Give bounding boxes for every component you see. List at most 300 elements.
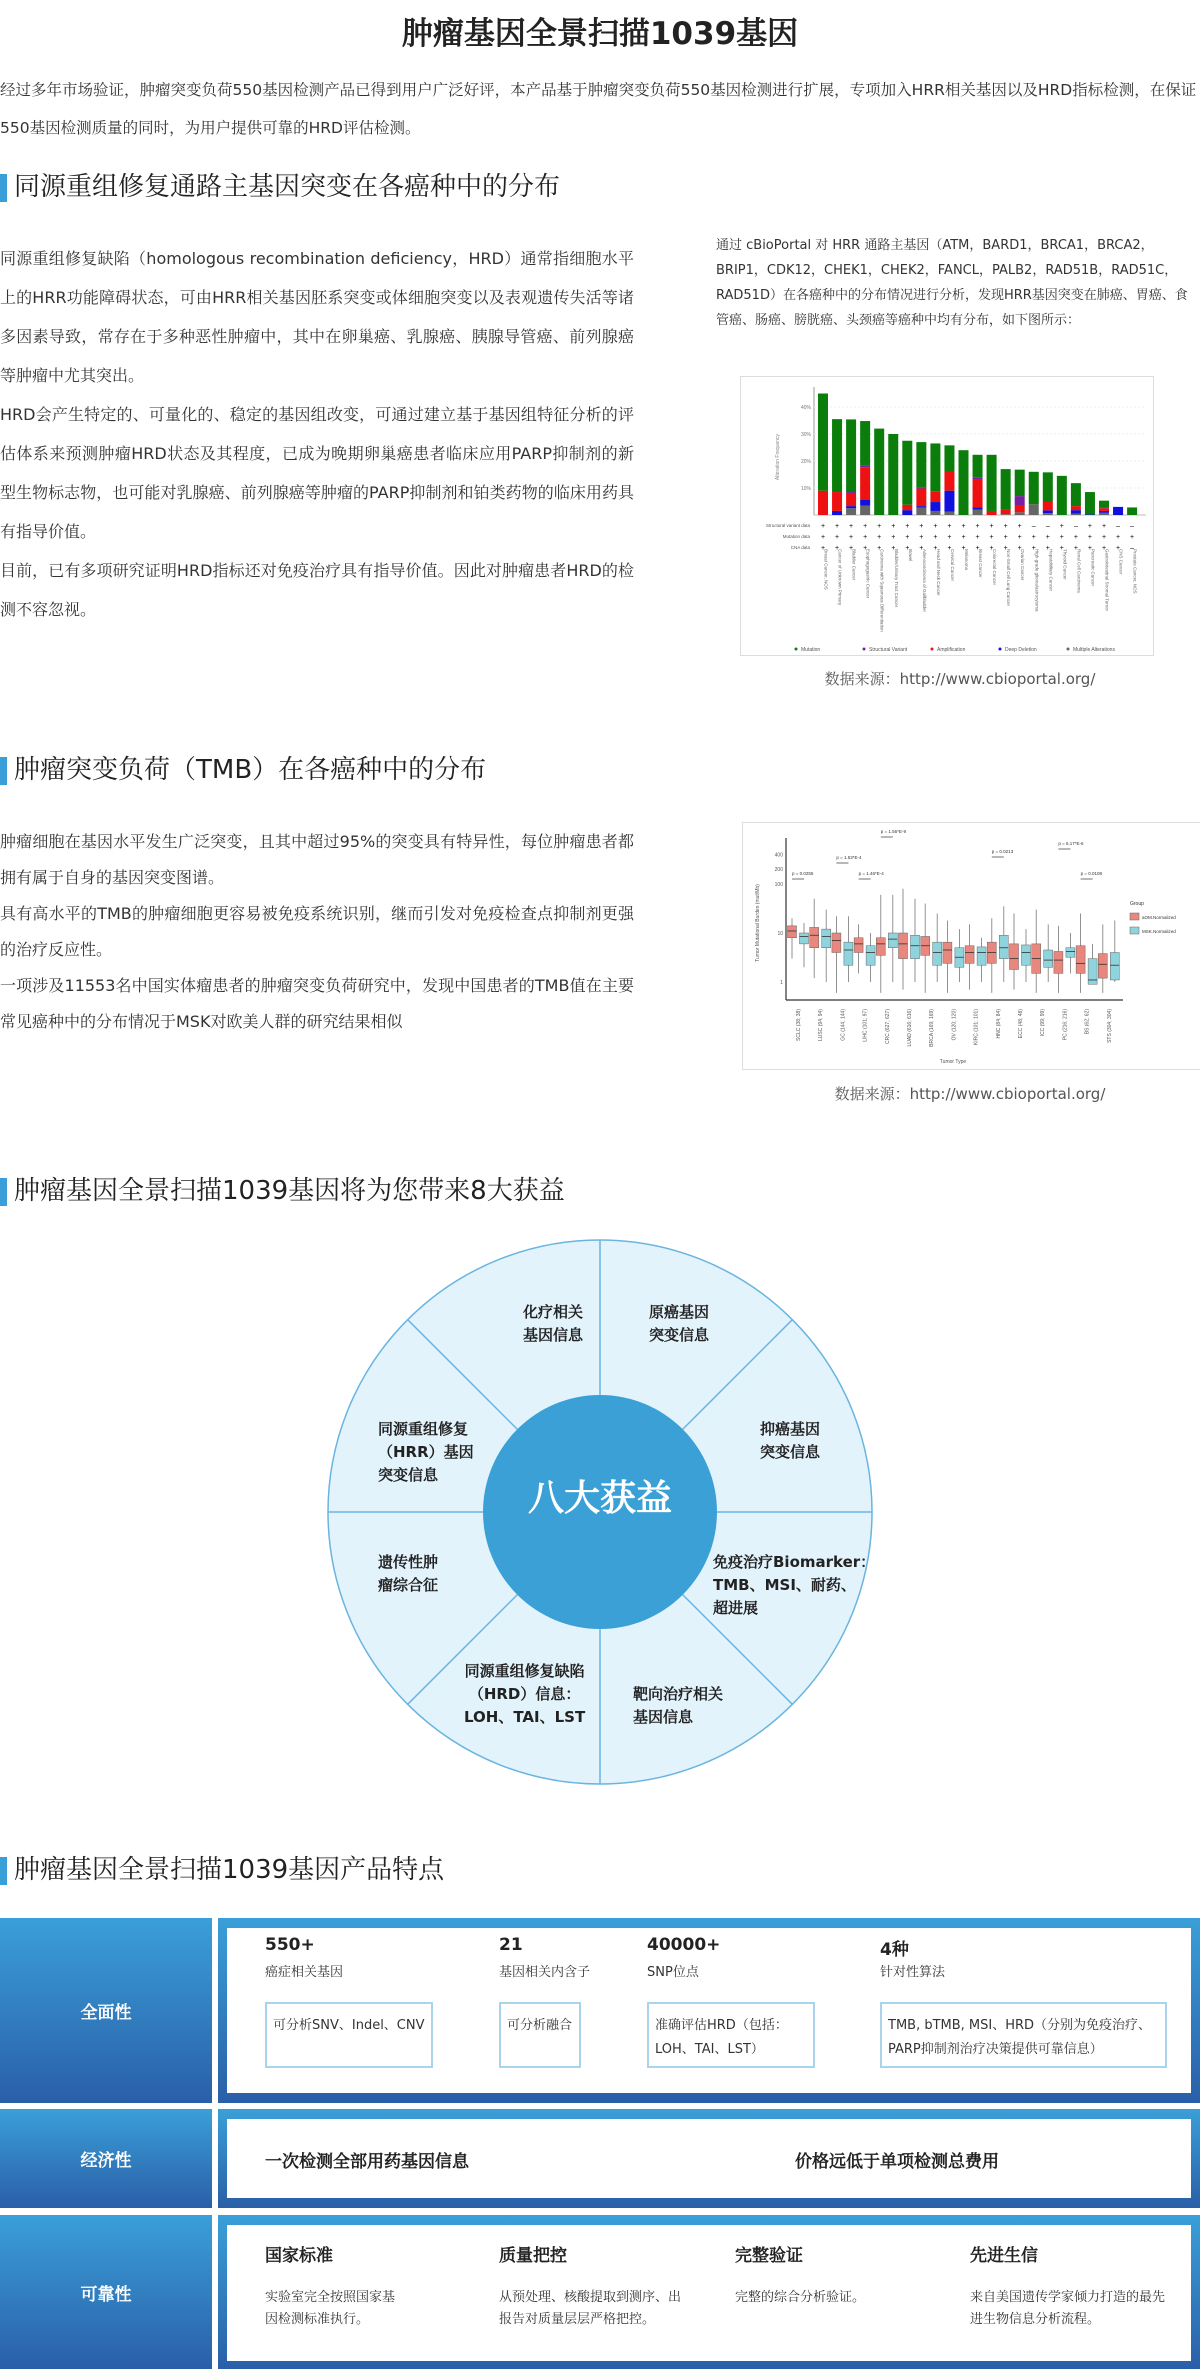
benefit-line: （HRD）信息： <box>468 1685 581 1703</box>
x-tick-label: Head and Neck Cancer <box>935 549 941 596</box>
box-msk <box>1066 948 1075 957</box>
x-tick-label: Thyroid Cancer <box>1062 549 1068 580</box>
data-row-mark: + <box>1073 534 1078 541</box>
section-heading-tmb: 肿瘤突变负荷（TMB）在各癌种中的分布 <box>0 753 486 787</box>
data-row-mark: + <box>1101 545 1107 552</box>
bar-segment-deep_deletion <box>944 491 954 512</box>
legend-dot <box>931 648 934 651</box>
bar-segment-multiple <box>944 512 954 515</box>
data-row-mark: + <box>1101 534 1107 541</box>
data-row-mark: + <box>1017 545 1022 552</box>
paragraph: 同源重组修复缺陷（homologous recombination deficiency，HRD）通常指细胞水平上的HRR功能障碍状态，可由HRR相关基因胚系突变或体细胞突变以及表观遗传失活等诸多因素导致，常存在于多种恶性肿瘤中，其中在卵巢癌、乳腺癌、胰腺导管癌、前列腺癌等肿瘤中尤其突出。 <box>0 249 634 385</box>
data-row-mark: + <box>961 523 966 530</box>
box-aom <box>1010 944 1019 970</box>
data-row-label: Structural variant data <box>765 523 810 528</box>
legend-swatch <box>1130 927 1139 934</box>
data-row-mark: + <box>947 523 952 530</box>
bar-segment-mutation <box>888 434 898 515</box>
data-row-mark: + <box>1059 523 1064 530</box>
data-row-mark: + <box>1073 545 1078 552</box>
x-tick-label: Pancreatic Cancer <box>1090 549 1096 587</box>
bar-segment-amplification <box>860 467 870 499</box>
box-msk <box>1022 945 1031 965</box>
feature-label-comprehensive: 全面性 <box>0 1918 212 2103</box>
benefit-line: 基因信息 <box>523 1326 584 1344</box>
data-row-mark: + <box>835 523 840 530</box>
data-row-mark: + <box>820 523 826 530</box>
bar-segment-multiple <box>1099 513 1109 515</box>
stat-detail-box: 准确评估HRD（包括：LOH、TAI、LST） <box>647 2002 815 2068</box>
x-axis-label: Tumor Type <box>939 1059 967 1065</box>
section-heading-benefits: 肿瘤基因全景扫描1039基因将为您带来8大获益 <box>0 1174 565 1208</box>
x-tick-label: LUSC (94; 94) <box>818 1009 825 1041</box>
feature-card <box>227 2119 1191 2198</box>
benefit-hrd <box>464 1660 585 1729</box>
x-tick-label: Bladder Cancer <box>851 549 857 581</box>
reliability-title: 国家标准 <box>265 2246 333 2266</box>
reliability-title: 先进生信 <box>970 2246 1038 2266</box>
data-row-mark: + <box>933 523 938 530</box>
benefit-immunotherapy <box>713 1551 875 1620</box>
bar-segment-amplification <box>846 494 856 506</box>
x-tick-label: OV (120; 120) <box>951 1009 958 1041</box>
reliability-title: 完整验证 <box>735 2246 803 2266</box>
data-row-mark: + <box>849 534 854 541</box>
data-row-mark: + <box>1059 545 1064 552</box>
bar-segment-mutation <box>846 419 856 492</box>
box-aom <box>1098 954 1107 979</box>
x-tick-label: Carcinoma with Squamous Differentiation <box>879 549 885 632</box>
box-msk <box>844 942 853 965</box>
y-tick-label: 40% <box>800 405 811 411</box>
benefit-line: 免疫治疗Biomarker： <box>713 1553 876 1571</box>
data-row-mark: + <box>877 545 882 552</box>
hrr-analysis-text: 通过 cBioPortal 对 HRR 通路主基因（ATM，BARD1，BRCA1，BRCA2，BRIP1，CDK12，CHEK1，CHEK2，FANCL，PALB2，RAD51B，RAD51C，RAD51D）在各癌种中的分布情况进行分析，发现HRR基因突变在肺癌、胃癌、食管癌、肠癌、膀胱癌、头颈癌等癌种中均有分布，如下图所示： <box>716 238 1188 328</box>
bar-segment-mutation <box>1057 476 1067 515</box>
bar-segment-mutation <box>930 443 940 491</box>
bar-segment-mutation <box>944 445 954 471</box>
box-msk <box>977 947 986 965</box>
hrr-alteration-chart-svg <box>741 377 1153 655</box>
bar-segment-amplification <box>832 492 842 511</box>
data-row-mark: + <box>891 523 896 530</box>
legend-dot <box>795 648 798 651</box>
x-tick-label: Non-Small Cell Lung Cancer <box>1006 549 1012 607</box>
box-msk <box>1044 950 1053 967</box>
data-row-mark: + <box>947 534 952 541</box>
legend-dot <box>999 648 1002 651</box>
bar-segment-amplification <box>944 471 954 491</box>
data-row-mark: + <box>891 534 896 541</box>
data-row-mark: – <box>1031 523 1036 530</box>
feature-row-reliability <box>218 2215 1200 2369</box>
benefit-line: 抑癌基因 <box>760 1420 821 1438</box>
bar-segment-mutation <box>1099 501 1109 508</box>
data-row-mark: + <box>863 523 868 530</box>
legend-label: Deep Deletion <box>1005 647 1037 653</box>
hrr-alteration-chart <box>740 376 1154 656</box>
reliability-title: 质量把控 <box>499 2246 567 2266</box>
data-row-mark: + <box>1045 545 1050 552</box>
y-tick-label: 30% <box>800 432 811 438</box>
p-value-label: p = 1.55*E-9 <box>880 829 906 834</box>
data-row-mark: + <box>989 523 994 530</box>
data-row-mark: + <box>989 534 994 541</box>
bar-segment-deep_deletion <box>902 510 912 515</box>
data-row-mark: + <box>961 534 966 541</box>
bar-segment-multiple <box>1029 504 1039 515</box>
x-tick-label: KIRC (101; 101) <box>973 1009 980 1046</box>
x-tick-label: ECC (48; 48) <box>1018 1009 1024 1039</box>
data-row-mark: + <box>891 545 896 552</box>
data-row-mark: + <box>975 534 980 541</box>
bar-segment-multiple <box>1043 513 1053 515</box>
benefit-line: 靶向治疗相关 <box>633 1685 724 1703</box>
y-tick-label: 10% <box>800 486 811 492</box>
data-row-mark: + <box>1017 534 1022 541</box>
data-row-mark: + <box>877 523 882 530</box>
section-heading-hrr: 同源重组修复通路主基因突变在各癌种中的分布 <box>0 170 560 204</box>
y-axis-label: Alteration Frequency <box>775 433 781 481</box>
stat-detail-box: 可分析SNV、Indel、CNV <box>265 2002 433 2068</box>
data-row-mark: + <box>961 545 966 552</box>
data-row-mark: + <box>975 523 980 530</box>
bar-segment-structural_variant <box>916 487 926 488</box>
p-value-label: p = 0.0255 <box>792 871 814 876</box>
bar-segment-mutation <box>1071 483 1081 506</box>
x-tick-label: High-grade glioma/astrocytoma <box>1034 549 1040 612</box>
y-tick-label: 100 <box>774 882 783 888</box>
page-title: 肿瘤基因全景扫描1039基因 <box>401 16 799 52</box>
paragraph: 肿瘤细胞在基因水平发生广泛突变，且其中超过95%的突变具有特异性，每位肿瘤患者都拥有属于自身的基因突变图谱。 <box>0 832 634 887</box>
data-row-mark: + <box>919 545 924 552</box>
x-tick-label: Adenocarcinoma of Gallbladder <box>921 549 927 613</box>
bar-segment-deep_deletion <box>1071 510 1081 514</box>
x-tick-label: PC (216; 216) <box>1062 1009 1069 1041</box>
stat-number: 40000+ <box>647 1935 721 1955</box>
box-msk <box>822 929 831 948</box>
stat-number: 4种 <box>880 1940 909 1960</box>
bar-segment-amplification <box>1043 502 1053 511</box>
economy-point: 一次检测全部用药基因信息 <box>265 2152 469 2172</box>
benefit-hrr <box>378 1418 474 1487</box>
p-value-label: p = 0.0213 <box>991 849 1014 854</box>
bar-segment-amplification <box>818 491 828 515</box>
data-row-mark: + <box>835 534 840 541</box>
data-row-mark: + <box>933 534 938 541</box>
paragraph: 一项涉及11553名中国实体瘤患者的肿瘤突变负荷研究中，发现中国患者的TMB值在主要常见癌种中的分布情况于MSK对欧美人群的研究结果相似 <box>0 976 634 1031</box>
data-row-mark: – <box>1116 523 1121 530</box>
x-tick-label: Bowel <box>907 549 913 562</box>
bar-segment-mutation <box>1029 472 1039 504</box>
bar-segment-multiple <box>1001 514 1011 515</box>
bar-segment-mutation <box>916 442 926 487</box>
bar-segment-amplification <box>987 511 997 515</box>
data-row-mark: + <box>947 545 952 552</box>
box-msk <box>933 942 942 965</box>
bar-segment-multiple <box>916 507 926 515</box>
benefit-targeted <box>633 1683 723 1729</box>
y-tick-label: 200 <box>774 867 783 874</box>
bar-segment-amplification <box>1099 508 1109 511</box>
chart-source-caption: 数据来源：http://www.cbioportal.org/ <box>834 1085 1106 1103</box>
data-row-mark: + <box>820 534 826 541</box>
benefit-line: 同源重组修复 <box>378 1420 469 1438</box>
benefit-line: LOH、TAI、LST <box>464 1708 586 1726</box>
x-tick-label: Bladder/Urinary Tract Cancer <box>893 549 899 608</box>
data-row-mark: + <box>1059 534 1064 541</box>
box-aom <box>788 926 797 938</box>
data-row-mark: + <box>1130 534 1135 541</box>
x-tick-label: Ovarian Cancer <box>1020 549 1026 581</box>
data-row-mark: + <box>863 534 868 541</box>
legend-swatch <box>1130 913 1139 920</box>
bar-segment-mutation <box>1043 472 1053 501</box>
box-msk <box>800 933 809 944</box>
x-tick-label: Prostate Cancer, NOS <box>1132 549 1138 594</box>
x-tick-label: SCLC (38; 38) <box>796 1009 802 1041</box>
reliability-desc: 实验室完全按照国家基因检测标准执行。 <box>265 2290 396 2327</box>
benefit-hereditary <box>378 1551 438 1597</box>
box-aom <box>1076 946 1085 974</box>
bar-segment-amplification <box>916 489 926 507</box>
benefit-line: 突变信息 <box>649 1326 710 1344</box>
bar-segment-mutation <box>860 421 870 466</box>
data-row-mark: + <box>905 545 910 552</box>
feature-label-economy: 经济性 <box>0 2109 212 2208</box>
reliability-desc: 从预处理、核酸提取到测序、出报告对质量层层严格把控。 <box>499 2290 682 2327</box>
bar-segment-multiple <box>1071 514 1081 515</box>
box-msk <box>1088 959 1097 985</box>
wheel-center-label: 八大获益 <box>527 1478 672 1519</box>
x-tick-label: LUAD (616; 616) <box>907 1009 913 1047</box>
x-tick-label: HNC (84; 84) <box>995 1009 1002 1039</box>
y-tick-label: 10 <box>777 931 783 937</box>
box-msk <box>911 935 920 958</box>
data-row-mark: + <box>863 545 868 552</box>
bar-segment-deep_deletion <box>846 506 856 508</box>
reliability-desc: 来自美国遗传学家倾力打造的最先进生物信息分析流程。 <box>970 2290 1166 2327</box>
box-msk <box>888 933 897 948</box>
y-tick-label: 20% <box>800 459 811 465</box>
chart-source-caption: 数据来源：http://www.cbioportal.org/ <box>824 670 1096 688</box>
bar-segment-mutation <box>959 450 969 515</box>
data-row-mark: + <box>1116 545 1121 552</box>
benefit-tumor-suppressor <box>760 1418 820 1464</box>
bar-segment-deep_deletion <box>1043 510 1053 513</box>
box-aom <box>1054 951 1063 973</box>
legend-label: MSK.Normalized <box>1142 929 1176 934</box>
benefit-chemo <box>523 1301 583 1347</box>
bar-segment-deep_deletion <box>860 500 870 506</box>
data-row-mark: + <box>820 545 826 552</box>
bar-segment-multiple <box>1015 512 1025 515</box>
data-row-mark: + <box>1087 545 1092 552</box>
legend-label: Amplification <box>937 647 966 653</box>
bar-segment-mutation <box>1015 470 1025 496</box>
bar-segment-mutation <box>1001 469 1011 510</box>
legend-label: Structural Variant <box>869 647 908 653</box>
box-aom <box>810 927 819 947</box>
benefit-line: 超进展 <box>713 1599 759 1617</box>
benefit-line: 同源重组修复缺陷 <box>464 1662 585 1680</box>
box-aom <box>876 938 885 956</box>
data-row-mark: – <box>1130 523 1135 530</box>
bar-segment-multiple <box>930 511 940 515</box>
hrd-description <box>0 239 634 629</box>
paragraph: 具有高水平的TMB的肿瘤细胞更容易被免疫系统识别，继而引发对免疫检查点抑制剂更强的治疗反应性。 <box>0 904 634 959</box>
data-row-mark: + <box>1101 523 1107 530</box>
x-tick-label: Breast Cancer, NOS <box>823 549 829 590</box>
bar-segment-deep_deletion <box>832 511 842 515</box>
benefit-line: 化疗相关 <box>523 1303 584 1321</box>
data-row-mark: + <box>905 523 910 530</box>
bar-segment-structural_variant <box>860 466 870 467</box>
benefit-line: 瘤综合征 <box>378 1576 439 1594</box>
x-tick-label: Gastrointestinal Stromal Tumor <box>1104 549 1110 612</box>
benefit-oncogene <box>649 1301 709 1347</box>
x-tick-label: BS (62; 62) <box>1084 1009 1091 1035</box>
data-row-mark: + <box>905 534 910 541</box>
bar-segment-multiple <box>973 510 983 515</box>
x-tick-label: ICC (99; 99) <box>1040 1009 1047 1037</box>
x-tick-label: Renal Cell Carcinoma <box>1076 549 1082 593</box>
stat-detail-box: 可分析融合 <box>499 2002 581 2068</box>
bar-segment-mutation <box>973 455 983 478</box>
stat-label: 基因相关内含子 <box>499 1965 591 1980</box>
feature-card <box>227 2225 1191 2361</box>
legend-dot <box>1067 648 1070 651</box>
box-aom <box>854 938 863 953</box>
p-value-label: p = 1.53*E-4 <box>836 855 862 860</box>
x-tick-label: Cancer of Unknown Primary <box>837 549 843 606</box>
legend-label: Mutation <box>801 647 821 653</box>
x-tick-label: Breast Cancer <box>978 549 984 578</box>
reliability-desc: 完整的综合分析验证。 <box>735 2290 866 2305</box>
box-aom <box>965 946 974 964</box>
bar-segment-amplification <box>1015 506 1025 513</box>
bar-segment-amplification <box>930 491 940 502</box>
bar-segment-deep_deletion <box>930 502 940 511</box>
benefit-line: 基因信息 <box>633 1708 694 1726</box>
bar-segment-multiple <box>860 506 870 515</box>
bar-segment-multiple <box>846 508 856 515</box>
bar-segment-mutation <box>874 429 884 515</box>
bar-segment-deep_deletion <box>1113 507 1123 515</box>
legend-title: Group <box>1130 901 1144 907</box>
bar-segment-mutation <box>902 441 912 505</box>
stat-number: 21 <box>499 1935 523 1955</box>
x-tick-label: GC (144; 144) <box>840 1009 847 1041</box>
legend-label: Multiple Alterations <box>1073 647 1115 653</box>
tmb-boxplot-chart <box>742 822 1200 1070</box>
bar-segment-amplification <box>973 480 983 508</box>
data-row-mark: + <box>1031 534 1036 541</box>
data-row-mark: + <box>1003 534 1008 541</box>
data-row-mark: + <box>849 545 854 552</box>
stat-number: 550+ <box>265 1935 315 1955</box>
bar-segment-deep_deletion <box>1085 514 1095 515</box>
bar-segment-deep_deletion <box>973 507 983 509</box>
p-value-label: p = 1.46*E-4 <box>858 871 884 876</box>
economy-point: 价格远低于单项检测总费用 <box>795 2152 999 2172</box>
benefit-line: TMB、MSI、耐药、 <box>713 1576 856 1594</box>
bar-segment-structural_variant <box>1015 496 1025 505</box>
x-tick-label: Colorectal Cancer <box>992 549 998 586</box>
bar-segment-structural_variant <box>973 478 983 480</box>
data-row-mark: + <box>1087 523 1092 530</box>
data-row-mark: – <box>1045 523 1050 530</box>
data-row-mark: + <box>877 534 882 541</box>
x-tick-label: Hepatobiliary Cancer <box>1048 549 1054 592</box>
data-row-mark: – <box>1130 545 1135 552</box>
data-row-mark: + <box>989 545 994 552</box>
stat-label: SNP位点 <box>647 1965 699 1980</box>
x-tick-label: BRCA (169; 169) <box>929 1009 936 1047</box>
feature-card <box>227 1928 1191 2093</box>
box-aom <box>943 942 952 963</box>
data-row-mark: + <box>1017 523 1022 530</box>
bar-segment-structural_variant <box>846 492 856 494</box>
data-row-mark: + <box>1003 523 1008 530</box>
box-aom <box>899 933 908 959</box>
x-tick-label: Cervical Cancer <box>949 549 955 582</box>
data-row-mark: + <box>933 545 938 552</box>
bar-segment-mutation <box>1127 507 1137 515</box>
bar-segment-structural_variant <box>1099 507 1109 508</box>
data-row-label: CNA data <box>790 545 810 550</box>
bar-segment-mutation <box>1085 492 1095 514</box>
paragraph: 目前，已有多项研究证明HRD指标还对免疫治疗具有指导价值。因此对肿瘤患者HRD的检测不容忽视。 <box>0 561 634 619</box>
benefit-line: 突变信息 <box>760 1443 821 1461</box>
data-row-mark: + <box>919 523 924 530</box>
benefit-line: 遗传性肿 <box>378 1553 439 1571</box>
feature-row-economy <box>218 2109 1200 2208</box>
data-row-mark: + <box>1087 534 1092 541</box>
benefit-line: （HRR）基因 <box>378 1443 474 1461</box>
data-row-label: Mutation data <box>782 534 810 539</box>
bar-segment-deep_deletion <box>1099 511 1109 513</box>
bar-segment-mutation <box>832 419 842 492</box>
x-tick-label: CRC (627; 627) <box>884 1009 891 1045</box>
box-msk <box>866 946 875 965</box>
p-value-label: p = 0.0108 <box>1080 871 1103 876</box>
data-row-mark: – <box>1073 523 1078 530</box>
data-row-mark: + <box>1045 534 1050 541</box>
y-axis-label: Tumor Mutational Burden (mut/Mb) <box>755 884 761 962</box>
bar-segment-mutation <box>818 394 828 491</box>
section-heading-features: 肿瘤基因全景扫描1039基因产品特点 <box>0 1853 444 1887</box>
stat-detail-box: TMB, bTMB, MSI、HRD（分别为免疫治疗、PARP抑制剂治疗决策提供可靠信息） <box>880 2002 1167 2068</box>
x-tick-label: STS (304; 304) <box>1106 1009 1113 1043</box>
x-tick-label: CNS Cancer <box>1118 549 1124 575</box>
box-msk <box>999 935 1008 958</box>
y-tick-label: 1 <box>780 980 783 986</box>
intro-text: 经过多年市场验证，肿瘤突变负荷550基因检测产品已得到用户广泛好评，本产品基于肿瘤突变负荷550基因检测进行扩展，专项加入HRR相关基因以及HRD指标检测，在保证550基因检测质量的同时，为用户提供可靠的HRD评估检测。 <box>0 81 1197 137</box>
tmb-description <box>0 824 634 1040</box>
bar-segment-amplification <box>1001 510 1011 515</box>
data-row-mark: + <box>975 545 980 552</box>
bar-segment-mutation <box>987 455 997 511</box>
data-row-mark: + <box>1003 545 1008 552</box>
p-value-label: p = 6.17*E-6 <box>1058 841 1084 846</box>
box-aom <box>832 933 841 952</box>
tmb-boxplot-svg <box>743 823 1200 1069</box>
feature-row-comprehensive <box>218 1918 1200 2103</box>
data-row-mark: + <box>919 534 924 541</box>
y-tick-label: 400 <box>774 852 783 859</box>
benefit-line: 原癌基因 <box>649 1303 710 1321</box>
